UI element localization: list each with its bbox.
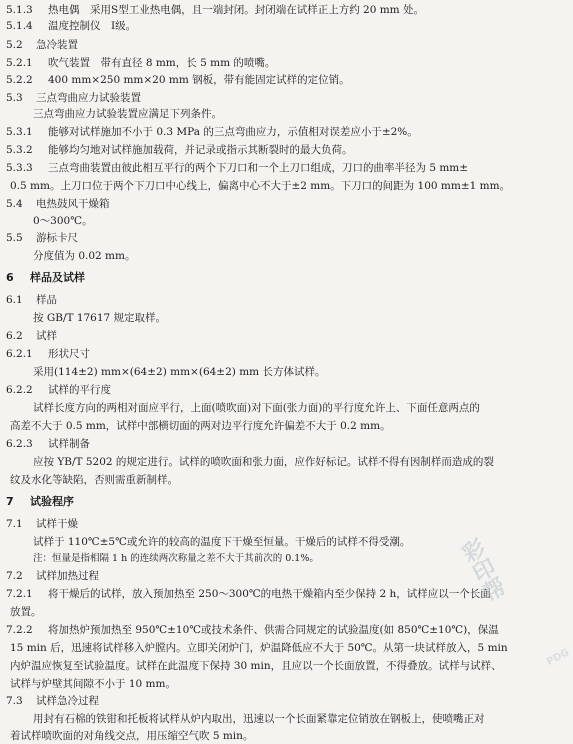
text-line xyxy=(0,160,573,176)
clause-number: 5.2.1 xyxy=(6,57,33,69)
note-line xyxy=(0,551,573,567)
line-text: 将干燥后的试样，放入预加热至 250～300℃的电热干燥箱内至少保持 2 h，试样应以一个长面 xyxy=(48,588,491,600)
line-text: 温度控制仪 Ⅰ级。 xyxy=(48,20,137,32)
text-line xyxy=(0,472,573,488)
text-line xyxy=(0,436,573,452)
text-line xyxy=(0,18,573,34)
text-line xyxy=(0,2,573,18)
text-line xyxy=(0,382,573,398)
text-line xyxy=(0,230,573,246)
line-text: 按 GB/T 17617 规定取样。 xyxy=(33,312,167,324)
clause-number: 5.2 xyxy=(6,39,23,51)
text-line xyxy=(0,142,573,158)
line-text: 分度值为 0.02 mm。 xyxy=(33,250,136,262)
line-text: 着试样喷吹面的对角线交点，用压缩空气吹 5 min。 xyxy=(10,730,254,742)
line-text: 吹气装置 带有直径 8 mm，长 5 mm 的喷嘴。 xyxy=(48,57,276,69)
line-text: 采用(114±2) mm×(64±2) mm×(64±2) mm 长方体试样。 xyxy=(33,366,326,378)
clause-number: 7.2.1 xyxy=(6,588,33,600)
line-text: 试样干燥 xyxy=(36,518,78,530)
clause-number: 7 xyxy=(6,495,14,508)
line-text: 三点弯曲应力试验装置 xyxy=(36,92,141,104)
text-line xyxy=(0,604,573,620)
watermark-text: 彩印帮 xyxy=(455,535,509,606)
text-line xyxy=(0,178,573,194)
clause-number: 5.3.2 xyxy=(6,144,33,156)
text-line xyxy=(0,106,573,122)
text-line xyxy=(0,454,573,470)
text-line xyxy=(0,676,573,692)
line-text: 内炉温应恢复至试验温度。试样在此温度下保持 30 min，且应以一个长面放置，不得叠放。试样与试样、 xyxy=(10,660,502,672)
text-line xyxy=(0,72,573,88)
line-text: 15 min 后，迅速将试样移入炉膛内。立即关闭炉门，炉温降低应不大于 50℃。从第一块试样放入，5 min xyxy=(10,642,508,654)
section-heading xyxy=(0,270,573,286)
clause-number: 6.2 xyxy=(6,330,23,342)
line-text: 三点弯曲应力试验装置应满足下列条件。 xyxy=(33,108,222,120)
line-text: 用封有石棉的铁钳和托板将试样从炉内取出，迅速以一个长面紧靠定位销放在钢板上，使喷嘴正对 xyxy=(33,713,485,725)
line-text: 试样于 110℃±5℃或允许的较高的温度下干燥至恒量。干燥后的试样不得受潮。 xyxy=(33,536,411,548)
line-text: 试样急冷过程 xyxy=(36,695,99,707)
line-text: 应按 YB/T 5202 的规定进行。试样的喷吹面和张力面，应作好标记。试样不得有因制样而造成的裂 xyxy=(33,456,494,468)
clause-number: 5.3.1 xyxy=(6,126,33,138)
line-text: 试样加热过程 xyxy=(36,570,99,582)
line-text: 试样与炉壁其间隙不小于 10 mm。 xyxy=(10,678,176,690)
clause-number: 5.2.2 xyxy=(6,74,33,86)
text-line xyxy=(0,658,573,674)
text-line xyxy=(0,711,573,727)
clause-number: 6.2.2 xyxy=(6,384,33,396)
text-line xyxy=(0,400,573,416)
line-text: 纹及水化等缺陷，否则需重新制样。 xyxy=(10,474,178,486)
line-text: 能够均匀地对试样施加载荷，并记录或指示其断裂时的最大负荷。 xyxy=(48,144,353,156)
clause-number: 6.2.3 xyxy=(6,438,33,450)
text-line xyxy=(0,640,573,656)
clause-number: 7.2 xyxy=(6,570,23,582)
line-text: 试样长度方向的两相对面应平行，上面(喷吹面)对下面(张力面)的平行度允许上、下面任意两点的 xyxy=(33,402,480,414)
line-text: 0.5 mm。上刀口位于两个下刀口中心线上，偏离中心不大于±2 mm。下刀口的间距为 100 mm±1 mm。 xyxy=(10,180,511,192)
text-line xyxy=(0,55,573,71)
text-line xyxy=(0,516,573,532)
text-line xyxy=(0,418,573,434)
line-text: 样品及试样 xyxy=(30,271,85,284)
line-text: 放置。 xyxy=(10,606,42,618)
text-line xyxy=(0,568,573,584)
text-line xyxy=(0,124,573,140)
text-line xyxy=(0,37,573,53)
text-line xyxy=(0,364,573,380)
text-line xyxy=(0,196,573,212)
line-text: 400 mm×250 mm×20 mm 钢板，带有能固定试样的定位销。 xyxy=(48,74,350,86)
line-text: 能够对试样施加不小于 0.3 MPa 的三点弯曲应力，示值相对误差应小于±2%。 xyxy=(48,126,418,138)
text-line xyxy=(0,328,573,344)
clause-number: 7.3 xyxy=(6,695,23,707)
text-line xyxy=(0,346,573,362)
watermark-label: PDG xyxy=(544,647,572,668)
text-line xyxy=(0,248,573,264)
line-text: 试样 xyxy=(36,330,57,342)
line-text: 高差不大于 0.5 mm，试样中部横切面的两对边平行度允许偏差不大于 0.2 mm。 xyxy=(10,420,391,432)
clause-number: 6 xyxy=(6,271,14,284)
text-line xyxy=(0,586,573,602)
clause-number: 5.3.3 xyxy=(6,162,33,174)
line-text: 急冷装置 xyxy=(36,39,78,51)
clause-number: 5.1.4 xyxy=(6,20,33,32)
text-line xyxy=(0,693,573,709)
line-text: 注：恒量是指相隔 1 h 的连续两次称量之差不大于其前次的 0.1%。 xyxy=(33,553,319,564)
clause-number: 5.3 xyxy=(6,92,23,104)
line-text: 电热鼓风干燥箱 xyxy=(36,198,110,210)
line-text: 样品 xyxy=(36,294,57,306)
text-line xyxy=(0,90,573,106)
clause-number: 6.1 xyxy=(6,294,23,306)
line-text: 热电偶 采用S型工业热电偶，且一端封闭。封闭端在试样正上方约 20 mm 处。 xyxy=(48,4,424,16)
line-text: 试样的平行度 xyxy=(48,384,111,396)
text-line xyxy=(0,310,573,326)
text-line xyxy=(0,622,573,638)
text-line xyxy=(0,213,573,229)
line-text: 试验程序 xyxy=(30,495,74,508)
line-text: 三点弯曲装置由彼此相互平行的两个下刀口和一个上刀口组成，刀口的曲率半径为 5 mm± xyxy=(48,162,469,174)
clause-number: 5.1.3 xyxy=(6,4,33,16)
line-text: 0～300℃。 xyxy=(33,215,93,227)
clause-number: 7.2.2 xyxy=(6,624,33,636)
line-text: 形状尺寸 xyxy=(48,348,90,360)
line-text: 将加热炉预加热至 950℃±10℃或技术条件、供需合同规定的试验温度(如 850℃±10℃)，保温 xyxy=(48,624,499,636)
text-line xyxy=(0,534,573,550)
clause-number: 5.5 xyxy=(6,232,23,244)
line-text: 游标卡尺 xyxy=(36,232,78,244)
clause-number: 7.1 xyxy=(6,518,23,530)
text-line xyxy=(0,292,573,308)
line-text: 试样制备 xyxy=(48,438,90,450)
clause-number: 5.4 xyxy=(6,198,23,210)
section-heading xyxy=(0,494,573,510)
text-line xyxy=(0,728,573,744)
clause-number: 6.2.1 xyxy=(6,348,33,360)
